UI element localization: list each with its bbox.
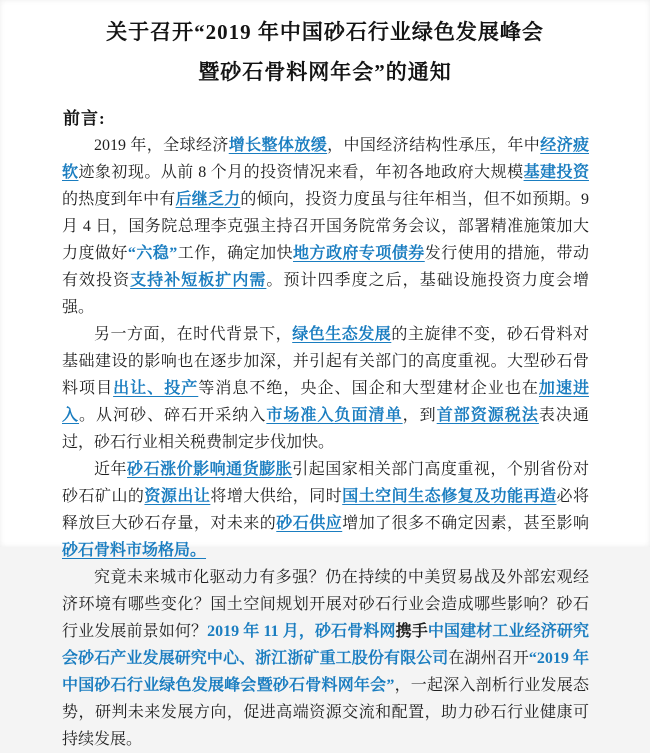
text-run: 后继乏力 <box>175 191 241 208</box>
text-run: 2019 年，全球经济 <box>94 137 229 154</box>
body-paragraphs <box>62 132 589 753</box>
text-run: 砂石骨料市场格局。 <box>62 542 207 559</box>
text-run: 地方政府专项债券 <box>293 245 425 262</box>
text-run: 中国建材工业经济研究会砂石产业发展研究中心、浙江浙矿重工股份有限公司 <box>62 623 589 667</box>
text-run: 迹象初现。从前 8 个月的投资情况来看，年初各地政府大规模 <box>78 164 524 181</box>
text-run: 市场准入负面清单 <box>266 407 403 424</box>
text-run: 的倾向，投资力度虽与往年相当，但不如预期。9 月 4 日，国务院总理李克强主持召开国务院常务会议，部署精准施策加大力度做好 <box>62 191 589 262</box>
text-run: “六稳” <box>127 245 178 262</box>
text-run: 增长整体放缓 <box>228 137 328 154</box>
text-run: 2019 年 11 月， <box>207 623 315 640</box>
text-run: “2019 年中国砂石行业绿色发展峰会暨砂石骨料网年会” <box>62 650 589 694</box>
notice-paragraph <box>62 132 589 321</box>
text-run: 携手 <box>395 623 428 640</box>
notice-paragraph <box>62 564 589 753</box>
text-run: 的主旋律不变，砂石骨料对基础建设的影响也在逐步加深，并引起有关部门的高度重视。大型砂石骨料项目 <box>62 326 589 397</box>
text-run: 究竟未来城市化驱动力有多强？仍在持续的中美贸易战及外部宏观经济环境有哪些变化？国土空间规划开展对砂石行业会造成哪些影响？砂石行业发展前景如何？ <box>62 569 589 640</box>
text-run: 。从河砂、碎石开采纳入 <box>79 407 267 424</box>
preface-label: 前言: <box>63 109 106 128</box>
text-run: 砂石供应 <box>276 515 343 532</box>
text-run: ，到 <box>402 407 437 424</box>
text-run: 资源出让 <box>144 488 211 505</box>
text-run: 经济疲软 <box>62 137 589 181</box>
text-run: 绿色生态发展 <box>292 326 392 343</box>
text-run: 砂石涨价影响通货膨胀 <box>127 461 293 478</box>
text-run: 发行使用的措施，带动有效投资 <box>62 245 589 289</box>
text-run: 加速进入 <box>62 380 589 424</box>
text-run: 增加了很多不确定因素，甚至影响 <box>342 515 589 532</box>
text-run: 必将释放巨大砂石存量，对未来的 <box>62 488 589 532</box>
text-run: 支持补短板扩内需 <box>130 272 267 289</box>
document-title-line1: 关于召开“2019 年中国砂石行业绿色发展峰会 <box>106 20 544 44</box>
text-run: ，一起深入剖析行业发展态势，研判未来发展方向，促进高端资源交流和配置，助力砂石行业健康可持续发展。 <box>62 677 589 748</box>
text-run: 等消息不绝，央企、国企和大型建材企业也在 <box>198 380 539 397</box>
text-run: 基建投资 <box>523 164 589 181</box>
document-title-line2: 暨砂石骨料网年会”的通知 <box>198 60 452 84</box>
text-run: 的热度到年中有 <box>62 191 176 208</box>
text-run: 将增大供给，同时 <box>210 488 343 505</box>
text-run: 砂石骨料网 <box>314 623 396 640</box>
notice-paragraph <box>62 456 589 564</box>
text-run: 在湖州召开 <box>448 650 529 667</box>
notice-paragraph <box>62 321 589 456</box>
text-run: 工作，确定加快 <box>177 245 294 262</box>
text-run: 出让、投产 <box>113 380 199 397</box>
text-run: 引起国家相关部门高度重视，个别省份对砂石矿山的 <box>62 461 589 505</box>
text-run: 首部资源税法 <box>436 407 539 424</box>
text-run: ，中国经济结构性承压，年中 <box>327 137 541 154</box>
text-run: 国土空间生态修复及功能再造 <box>342 488 557 505</box>
text-run: 表决通过，砂石行业相关税费制定步伐加快。 <box>62 407 589 451</box>
text-run: 近年 <box>94 461 128 478</box>
text-run: 另一方面，在时代背景下， <box>94 326 293 343</box>
text-run: 。预计四季度之后，基础设施投资力度会增强。 <box>62 272 589 316</box>
